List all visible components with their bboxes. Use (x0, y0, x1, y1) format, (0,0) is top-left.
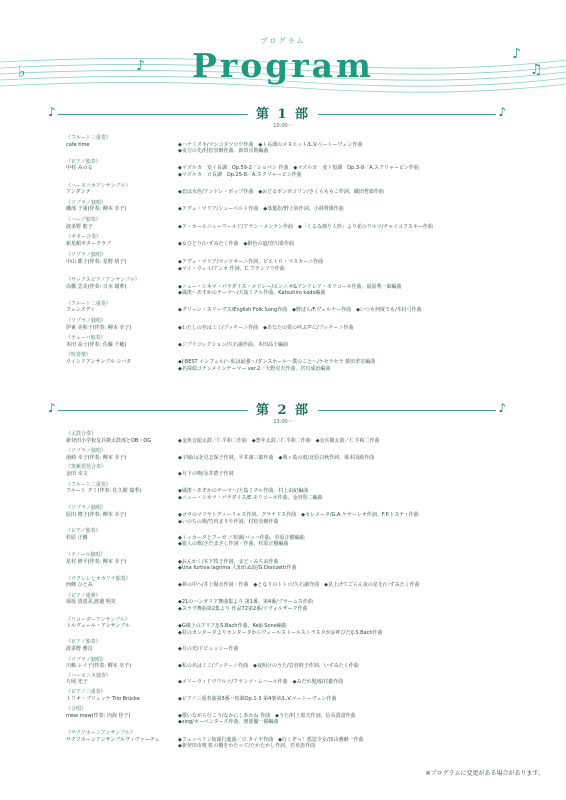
piece-line: ◆歌いながら行こう/なかにしあかね 作曲 ◆うた/村上昭夫作詞、信長貴富作曲 (178, 712, 356, 719)
program-entry (66, 505, 506, 525)
entry-category: 《リコーダーアンサンブル》 (66, 616, 131, 623)
performer-name: フルート グミ(伴奏: 佐久間 瑞季) (66, 488, 142, 495)
piece-line: ◆夢の中へ/井上陽水作詞・作曲 ◆となりのトトロ/久石譲作曲 ◆見上げてごらん夜の星を/いずみたく作曲 (178, 582, 420, 589)
entry-category: 《ソプラノ独唱》 (66, 656, 106, 663)
entry-category: 《ハーモニカアンサンブル》 (66, 182, 131, 189)
entry-category: 《ピアノ独奏》 (66, 639, 101, 646)
entry-category: 《フルート三重奏》 (66, 135, 111, 141)
entry-category: 《テェーバ独奏》 (66, 335, 106, 342)
performer-name: トルヴェール・アンサンブル (66, 623, 131, 630)
piece-line: ◆J-BEST インフェル/〜私は最強〜/ダンスホール〜僕のこと〜/ケセラセラ 柴田孝宏編曲 (178, 359, 376, 366)
program-entry (66, 301, 506, 314)
piece-line: ◆ジブリコレクション/久石譲作曲、本田高士編曲 (178, 341, 289, 348)
performer-name: 金田 幸文 (66, 470, 88, 477)
program-entry (66, 657, 506, 670)
page-title: Program (192, 46, 374, 85)
performer-name: 高橋 雲美(伴奏: 日水 瑠華) (66, 283, 127, 290)
performer-name: 波多野 皓子 (66, 223, 93, 230)
program-entry (66, 482, 506, 502)
piece-line: ◆ゴウのマリヤトディーリャス作詞、グラナドス作曲 ◆セレメータ/G.A.ケサーレオ作詞、F.P.トスティ作曲 (178, 511, 419, 518)
entry-category: 《太鼓合奏》 (66, 431, 97, 437)
program-entry (66, 617, 506, 637)
program-entry (66, 159, 506, 179)
performer-name: 波多野 雅昌 (66, 646, 93, 653)
piece-line: ◆マズルカ 変イ長調 Op.59-2／ショパン 作曲 ◆マズルカ 変ト短調 Op.3-9／A.スクリャービン作曲 (178, 165, 419, 172)
program-entry (66, 200, 506, 213)
entry-category: 《筑紫琵琶合奏》 (66, 464, 107, 471)
program-entry (66, 217, 506, 230)
program-entry (66, 431, 506, 444)
footer-note: ※プログラムに変更がある場合があります。 (425, 770, 544, 777)
piece-line: ◆Una furtiva lagrima 人知れぬ涙/G.Donizetti作曲 (178, 565, 297, 572)
program-entry (66, 689, 506, 702)
piece-line: ◆わたしの名はミミ/プッチーニ作曲 ◆あなたの愛の呼ぶ声に/プッチーニ作曲 (178, 324, 354, 331)
piece-line: ◆旅人の歌/さだまさし作詞・作曲、杉原正樹編曲 (178, 541, 289, 548)
piece-line: ◆風笛〜あすかのテーマ〜/大島ミチル作曲、Katsuhiro kado編曲 (178, 290, 326, 297)
section-header (0, 400, 566, 420)
piece-line: ◆女ひとり/いずみたく作曲 ◆銀色の道/宮川泰作曲 (178, 240, 295, 247)
piece-line: ◆アヴェ・マリア/マッツオーニ作詞、ピエトロ・マスカーニ作曲 (178, 258, 324, 265)
program-entry (66, 673, 506, 686)
performer-name: サクソホーンアンサンブルヴィヴァーチェ (66, 736, 160, 743)
entry-category: 《ピアノ連弾》 (66, 592, 101, 599)
program-entry (66, 352, 506, 372)
section-time: 13:00〜 (273, 419, 293, 425)
entry-category: 《ソプラノ独唱》 (66, 199, 106, 206)
piece-line: ◆風笛〜あすかのテーマ〜/大島ミチル作曲、村上由紀編曲 (178, 488, 309, 495)
piece-line: ◆ハナミズキ/マシコタツロウ作曲 ◆ト長調のメヌエット/L.V.ベートーヴェン作曲 (178, 141, 363, 148)
entry-category: 《フルート二重奏》 (66, 300, 111, 307)
music-note-icon: ♪ (512, 46, 521, 62)
program-entry (66, 252, 506, 272)
program-entry (66, 730, 506, 750)
entry-category: 《ハーモニカ独奏》 (66, 672, 112, 679)
performer-name: 杉原 正樹 (66, 534, 88, 541)
program-entry (66, 183, 506, 196)
piece-line: ◆月の光/ドビュッシー作曲 (178, 646, 239, 653)
music-note-icon: ♪ (136, 58, 145, 74)
piece-line: ◆21のハンガリア舞曲集より 第1番、第4番/ブラームス作曲 (178, 599, 313, 606)
music-note-icon: ♪ (498, 401, 506, 415)
performer-name: フェンズディ (66, 307, 96, 314)
music-note-icon: ♪ (48, 105, 56, 119)
section-time: 10:00〜 (273, 123, 293, 129)
performer-name: 新発田小学校友兵衛太鼓部とOB・OG (66, 437, 152, 444)
performer-name: 伊東 美和子(伴奏: 柳本 幸子) (66, 324, 132, 331)
program-entry (66, 234, 506, 247)
entry-category: 《ピアノ三重奏》 (66, 689, 106, 695)
piece-line: ◆金魚音頭太鼓／仁平和二作曲 ◆豊年太鼓／仁平和二作曲 ◆金兵衛太鼓／仁平和二作曲 (178, 437, 380, 444)
performer-name: トリオ・ブリュッケ Trio Brücke (66, 695, 140, 702)
piece-line: ◆フェッペリン街頭行進曲／ロ.タイヤ作曲 ◆行くぞっ！悪造少女/田山雅継一作曲 (178, 736, 364, 743)
entry-category: 《合唱》 (66, 706, 87, 713)
performer-name: 中村 みのる (66, 165, 93, 172)
piece-line: ◆アヴェ・マリア/シューベルト作曲 ◆落葉松/野上彰作詞、小林秀雄作曲 (178, 206, 344, 213)
program-entry (66, 277, 506, 297)
program-entry (66, 528, 506, 548)
piece-line: ◆G線上のアリア/J.S.Bach作曲、Keiji Sone編曲 (178, 623, 287, 630)
performer-name: mew mew(伴奏: 内海 佳子) (66, 712, 131, 719)
performer-name: 湯崎 幸子(伴奏: 柳本 幸子) (66, 454, 127, 461)
performer-name: 西條 ひとみ (66, 582, 93, 589)
program-entry (66, 706, 506, 726)
piece-line: ◆宇城山/北見志保子作詞、平井康三郎作曲 ◆城ヶ島の雨/北原白秋作詞、梁本国源作曲 (178, 454, 375, 461)
piece-line: ◆トッカータとフーガ ニ短調/バッハ作曲、杉原正樹編曲 (178, 534, 305, 541)
music-note-icon: ♫ (530, 62, 543, 78)
performer-name: アンダンテ (66, 189, 91, 196)
entry-category: 《ハープ独奏》 (66, 216, 101, 223)
piece-line: ◆sing/カーペンターズ作曲、渡部優一郎編曲 (178, 719, 279, 726)
piece-line: ◆マイ・ウェイ/アンカ 作詞、C.フランソワ作曲 (178, 265, 285, 272)
performer-name: ウインドアンサンブル シバタ (66, 359, 132, 366)
piece-line: ◆新発田市歌 虹の橋をわたって/たかたかし作詞、若草恵作曲 (178, 743, 316, 750)
piece-line: ◆月下の吻/永井碧子作詞 (178, 470, 234, 477)
performer-name: 中山 都子(伴奏: 星野 靖子) (66, 258, 127, 265)
piece-line: ◆ニュー・シネマ・パラダイス・メドレー/エンニオ&アンドレア・モリコーネ作曲、福原秀一郎編曲 (178, 283, 402, 290)
entry-category: 《ピアノ独奏》 (66, 158, 101, 165)
entry-category: 《テノール独唱》 (66, 551, 106, 558)
title-ruby: プログラム (260, 37, 306, 45)
program-entry (66, 135, 506, 155)
performer-name: 片岡 光子 (66, 679, 88, 686)
program-entry (66, 335, 506, 348)
section-title: 第 2 部 (248, 403, 318, 418)
program-entry (66, 576, 506, 589)
entry-category: 《サックスピアノアンサンブル》 (66, 277, 140, 284)
section-header (0, 104, 566, 124)
music-note-icon: ♪ (48, 401, 56, 415)
piece-line: ◆恋は水色/アンドレ・ポップ作曲 ◆おどるポンポコリン/さくらももこ作詞、織田哲郎作曲 (178, 189, 384, 196)
piece-line: ◆夜刀の先/村松崇継作曲、新田宜則編曲 (178, 148, 269, 155)
music-note-icon: ♪ (498, 105, 506, 119)
program-entry (66, 593, 506, 613)
performer-name: 川嶋 レイ子(伴奏: 柳本 幸子) (66, 663, 132, 670)
entry-category: 《ソプラノ独唱》 (66, 252, 106, 259)
program-entry (66, 552, 506, 572)
performer-name: 新星館ギタークラブ (66, 240, 111, 247)
piece-line: ◆私の名はミミ/プッチーニ作曲 ◆夜明けのうた/岩谷時子作詞、いずみたく作曲 (178, 663, 359, 670)
entry-category: 《ギター合奏》 (66, 234, 101, 241)
performer-name: 磯部 千重(伴奏: 柳本 幸子) (66, 206, 127, 213)
flat-symbol-icon: ♭ (18, 62, 26, 81)
section-part-2 (0, 400, 566, 750)
entry-category: 《ピアノ独奏》 (66, 528, 101, 535)
piece-line: ◆マズルカ ロ長調 Op.25-8／A.スクリャービン作曲 (178, 171, 302, 178)
piece-line: ◆スラヴ舞曲第2集より 作品72第2番/ドヴォルザーク作曲 (178, 606, 308, 613)
piece-line: ◆グリーン・スリーヴス/English Folk Song作曲 ◆野ばら/F.ヴェルナー作曲 ◆いつも何度でも/木村弓作曲 (178, 307, 422, 314)
piece-line: ◆村のカンタータよりカンタータからヴェールストールストラスタがお呼びだ/J.S.Bach作曲 (178, 629, 383, 636)
entry-category: 《フルート二重奏》 (66, 481, 111, 488)
piece-line: ◆ニュー・シネマ・パラダイス/E.モリコーネ作曲、金谷堅二編曲 (178, 494, 323, 501)
piece-line: ◆いのちの歌/竹内まりや作詞、村松崇継作曲 (178, 518, 279, 525)
piece-line: ◆メリーウィドウワルツ/フランツ・レハール作曲 ◆みだれ髪/船村徹作曲 (178, 679, 344, 686)
program-entry (66, 464, 506, 477)
entry-category: 《サクソホーンアンサンブル》 (66, 729, 136, 736)
entry-category: 《ソプラノ独唱》 (66, 505, 106, 512)
program-entry (66, 448, 506, 461)
entry-category: 《ソプラノ独唱》 (66, 448, 106, 455)
entry-category: 《ウクレレとオカリナ独奏》 (66, 575, 131, 582)
entry-category: 《吹奏楽》 (66, 352, 92, 359)
section-part-1 (0, 104, 566, 372)
performer-name: 本田 高士(伴奏: 佐藤 千穂) (66, 341, 127, 348)
performer-name: 保坂 貴恵美,渡邉 明美 (66, 599, 116, 606)
section-title: 第 1 部 (248, 107, 318, 122)
piece-line: ◆名探偵コナンメインテーマー ver.2／大野克夫作曲、宮川成治編曲 (178, 365, 331, 372)
program-entry (66, 318, 506, 331)
program-entry (66, 639, 506, 652)
performer-name: cafe time (66, 141, 90, 148)
piece-line: ◆ピアノ三重奏曲第3番ハ短調Op.1-3 第4楽章/L.V.ベートーヴェン作曲 (178, 695, 337, 702)
performer-name: 原田 禮子(伴奏: 柳本 幸子) (66, 511, 127, 518)
performer-name: 星村 修平(伴奏: 柳本 幸子) (66, 558, 127, 565)
piece-line: ◆ア・ホールニューワールド/アラン・メンケン作曲 ◆「くるみ割り人形」より花のワルツ/チャイコフスキー作曲 (178, 223, 433, 230)
entry-category: 《ソプラノ独唱》 (66, 318, 106, 325)
piece-line: ◆おんかく/木下牧子作詞、まど・みちお作曲 (178, 558, 279, 565)
